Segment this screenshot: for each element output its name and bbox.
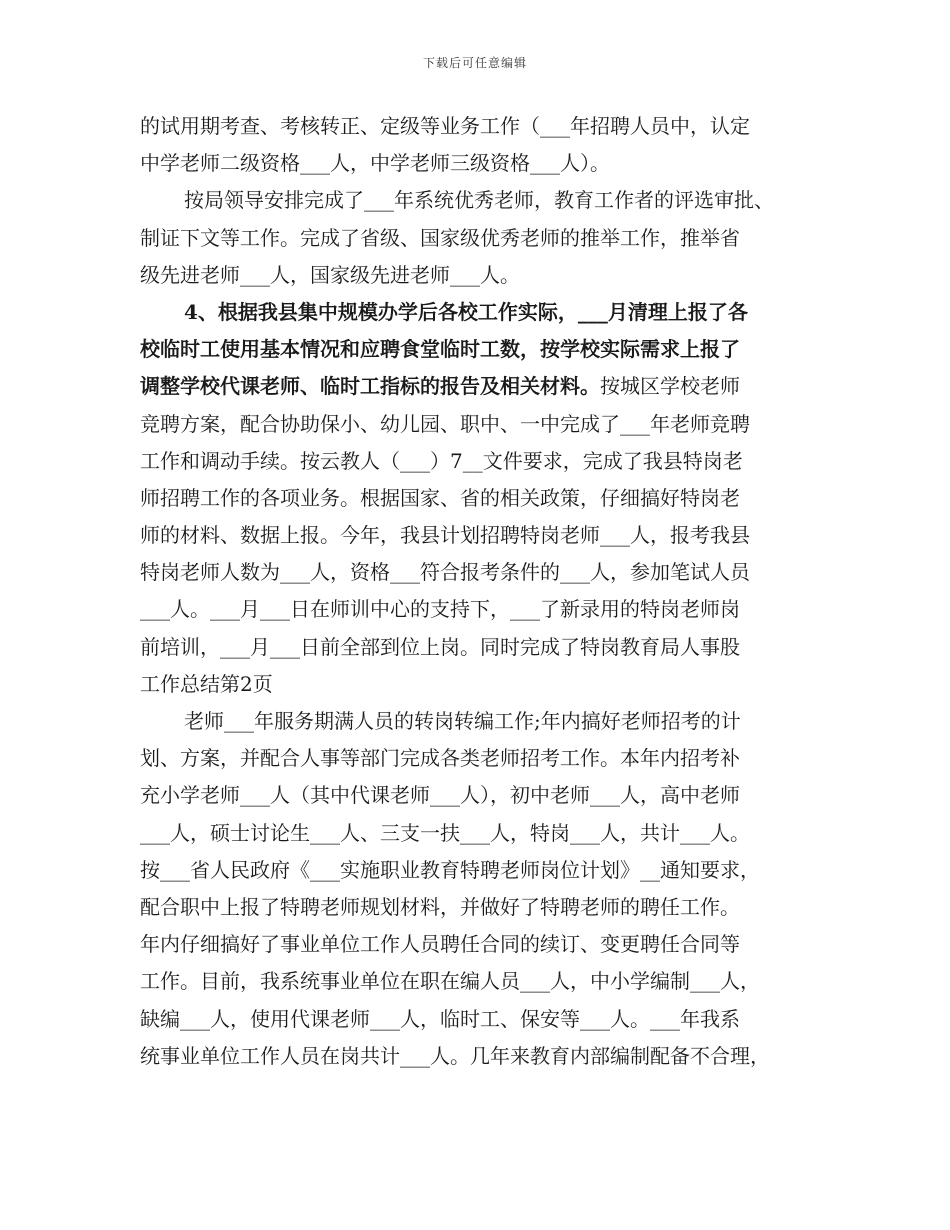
text-line: 调整学校代课老师、临时工指标的报告及相关材料。按城区学校老师 <box>140 374 740 399</box>
text-line: 校临时工使用基本情况和应聘食堂临时工数，按学校实际需求上报了 <box>140 337 740 362</box>
page-header: 下载后可任意编辑 <box>422 56 527 70</box>
text-line: ___人。___月___日在师训中心的支持下，___了新录用的特岗老师岗 <box>140 597 740 622</box>
text-line: 工作。目前，我系统事业单位在职在编人员___人，中小学编制___人， <box>140 969 760 994</box>
text-line: 缺编___人，使用代课老师___人，临时工、保安等___人。___年我系 <box>140 1006 740 1031</box>
text-line: 的试用期考查、考核转正、定级等业务工作（___年招聘人员中，认定 <box>140 114 750 138</box>
text-line: 按___省人民政府《___实施职业教育特聘老师岗位计划》__通知要求， <box>140 857 760 882</box>
text-line: 按局领导安排完成了___年系统优秀老师，教育工作者的评选审批、 <box>184 188 774 213</box>
document-body <box>140 108 812 1075</box>
page-footer-text: 工作总结第2页 <box>140 671 273 696</box>
text-line: 师招聘工作的各项业务。根据国家、省的相关政策，仔细搞好特岗老 <box>140 485 740 510</box>
text-line: 竞聘方案，配合协助保小、幼儿园、职中、一中完成了___年老师竞聘 <box>140 411 750 436</box>
text-line: 制证下文等工作。完成了省级、国家级优秀老师的推举工作，推举省 <box>140 225 740 250</box>
text-line: 中学老师二级资格___人，中学老师三级资格___人）。 <box>140 151 610 176</box>
text-line: 充小学老师___人（其中代课老师___人），初中老师___人，高中老师 <box>140 783 740 808</box>
text-line: 级先进老师___人，国家级先进老师___人。 <box>140 262 520 287</box>
text-line: 前培训，___月___日前全部到位上岗。同时完成了特岗教育局人事股 <box>140 634 740 659</box>
text-line: 配合职中上报了特聘老师规划材料，并做好了特聘老师的聘任工作。 <box>140 894 740 919</box>
text-line: ___人，硕士讨论生___人、三支一扶___人，特岗___人，共计___人。 <box>140 820 750 845</box>
text-line: 工作和调动手续。按云教人（___）7__文件要求，完成了我县特岗老 <box>140 448 743 473</box>
text-line: 特岗老师人数为___人，资格___符合报考条件的___人，参加笔试人员 <box>140 560 750 585</box>
text-line: 师的材料、数据上报。今年，我县计划招聘特岗老师___人，报考我县 <box>140 523 750 548</box>
text-line: 划、方案，并配合人事等部门完成各类老师招考工作。本年内招考补 <box>140 746 740 771</box>
text-line: 老师___年服务期满人员的转岗转编工作;年内搞好老师招考的计 <box>184 709 741 733</box>
text-line: 4、根据我县集中规模办学后各校工作实际，___月清理上报了各 <box>184 299 748 324</box>
text-line: 年内仔细搞好了事业单位工作人员聘任合同的续订、变更聘任合同等 <box>140 932 740 957</box>
text-line: 统事业单位工作人员在岗共计___人。几年来教育内部编制配备不合理， <box>140 1043 770 1068</box>
